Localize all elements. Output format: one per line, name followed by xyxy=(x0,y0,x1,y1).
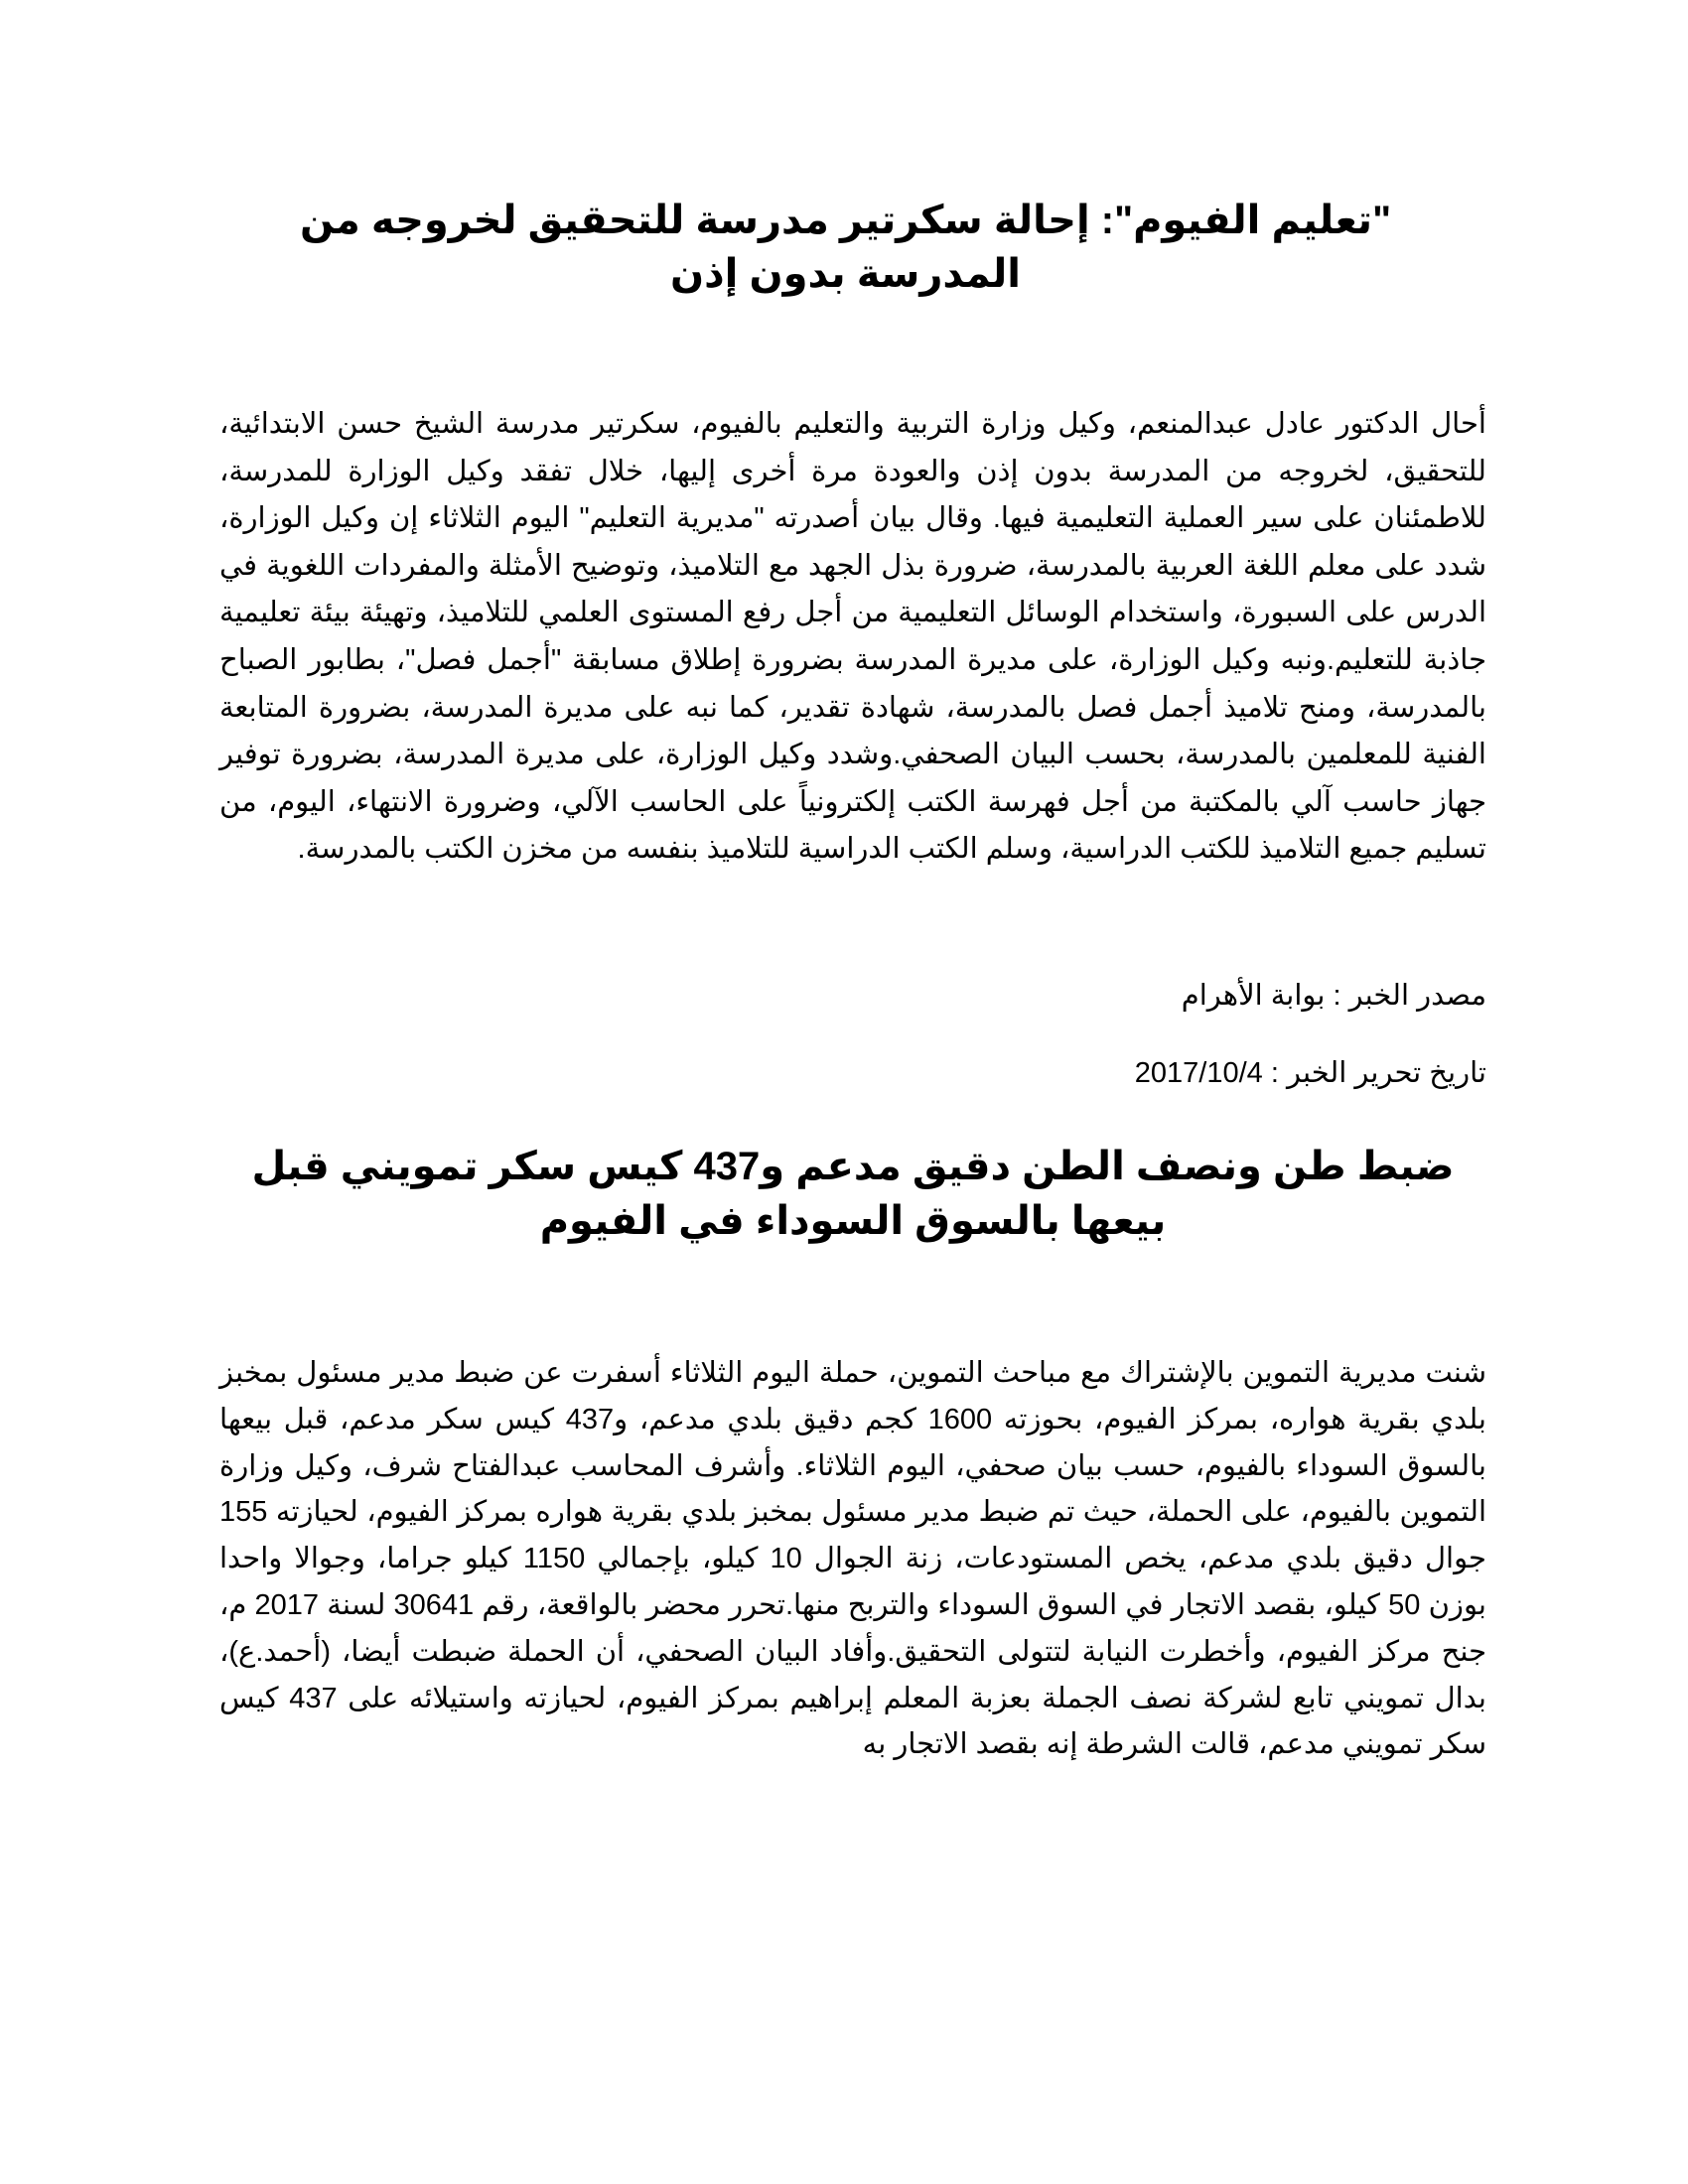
article-1-date: تاريخ تحرير الخبر : 2017/10/4 xyxy=(1134,1056,1486,1089)
article-1-source: مصدر الخبر : بوابة الأهرام xyxy=(1181,979,1486,1012)
article-2-body: شنت مديرية التموين بالإشتراك مع مباحث التموين، حملة اليوم الثلاثاء أسفرت عن ضبط مدير مسئول بمخبز بلدي بقرية هواره، بمركز الفيوم، بحوزته 1600 كجم دقيق بلدي مدعم، و437 كيس سكر مدعم، قبل بيعها بالسوق السوداء بالفيوم، حسب بيان صحفي، اليوم الثلاثاء. وأشرف المحاسب عبدالفتاح شرف، وكيل وزارة التموين بالفيوم، على الحملة، حيث تم ضبط مدير مسئول بمخبز بلدي بقرية هواره بمركز الفيوم، لحيازته 155 جوال دقيق بلدي مدعم، يخص المستودعات، زنة الجوال 10 كيلو، بإجمالي 1150 كيلو جراما، وجوالا واحدا بوزن 50 كيلو، بقصد الاتجار في السوق السوداء والتربح منها.تحرر محضر بالواقعة، رقم 30641 لسنة 2017 م، جنح مركز الفيوم، وأخطرت النيابة لتتولى التحقيق.وأفاد البيان الصحفي، أن الحملة ضبطت أيضا، (أحمد.ع)، بدال تمويني تابع لشركة نصف الجملة بعزبة المعلم إبراهيم بمركز الفيوم، لحيازته واستيلائه على 437 كيس سكر تمويني مدعم، قالت الشرطة إنه بقصد الاتجار به xyxy=(219,1356,1486,1761)
article-1-title: "تعليم الفيوم": إحالة سكرتير مدرسة للتحقيق لخروجه من المدرسة بدون إذن xyxy=(299,199,1392,296)
article-2-title: ضبط طن ونصف الطن دقيق مدعم و437 كيس سكر تمويني قبل بيعها بالسوق السوداء في الفيوم xyxy=(251,1144,1455,1243)
article-1-body: أحال الدكتور عادل عبدالمنعم، وكيل وزارة التربية والتعليم بالفيوم، سكرتير مدرسة الشيخ حسن الابتدائية، للتحقيق، لخروجه من المدرسة بدون إذن والعودة مرة أخرى إليها، خلال تفقد وكيل الوزارة للمدرسة، للاطمئنان على سير العملية التعليمية فيها. وقال بيان أصدرته "مديرية التعليم" اليوم الثلاثاء إن وكيل الوزارة، شدد على معلم اللغة العربية بالمدرسة، ضرورة بذل الجهد مع التلاميذ، وتوضيح الأمثلة والمفردات اللغوية في الدرس على السبورة، واستخدام الوسائل التعليمية من أجل رفع المستوى العلمي للتلاميذ، وتهيئة بيئة تعليمية جاذبة للتعليم.ونبه وكيل الوزارة، على مديرة المدرسة بضرورة إطلاق مسابقة "أجمل فصل"، بطابور الصباح بالمدرسة، ومنح تلاميذ أجمل فصل بالمدرسة، شهادة تقدير، كما نبه على مديرة المدرسة، بضرورة المتابعة الفنية للمعلمين بالمدرسة، بحسب البيان الصحفي.وشدد وكيل الوزارة، على مديرة المدرسة، بضرورة توفير جهاز حاسب آلي بالمكتبة من أجل فهرسة الكتب إلكترونياً على الحاسب الآلي، وضرورة الانتهاء، اليوم، من تسليم جميع التلاميذ للكتب الدراسية، وسلم الكتب الدراسية للتلاميذ بنفسه من مخزن الكتب بالمدرسة. xyxy=(219,408,1486,866)
